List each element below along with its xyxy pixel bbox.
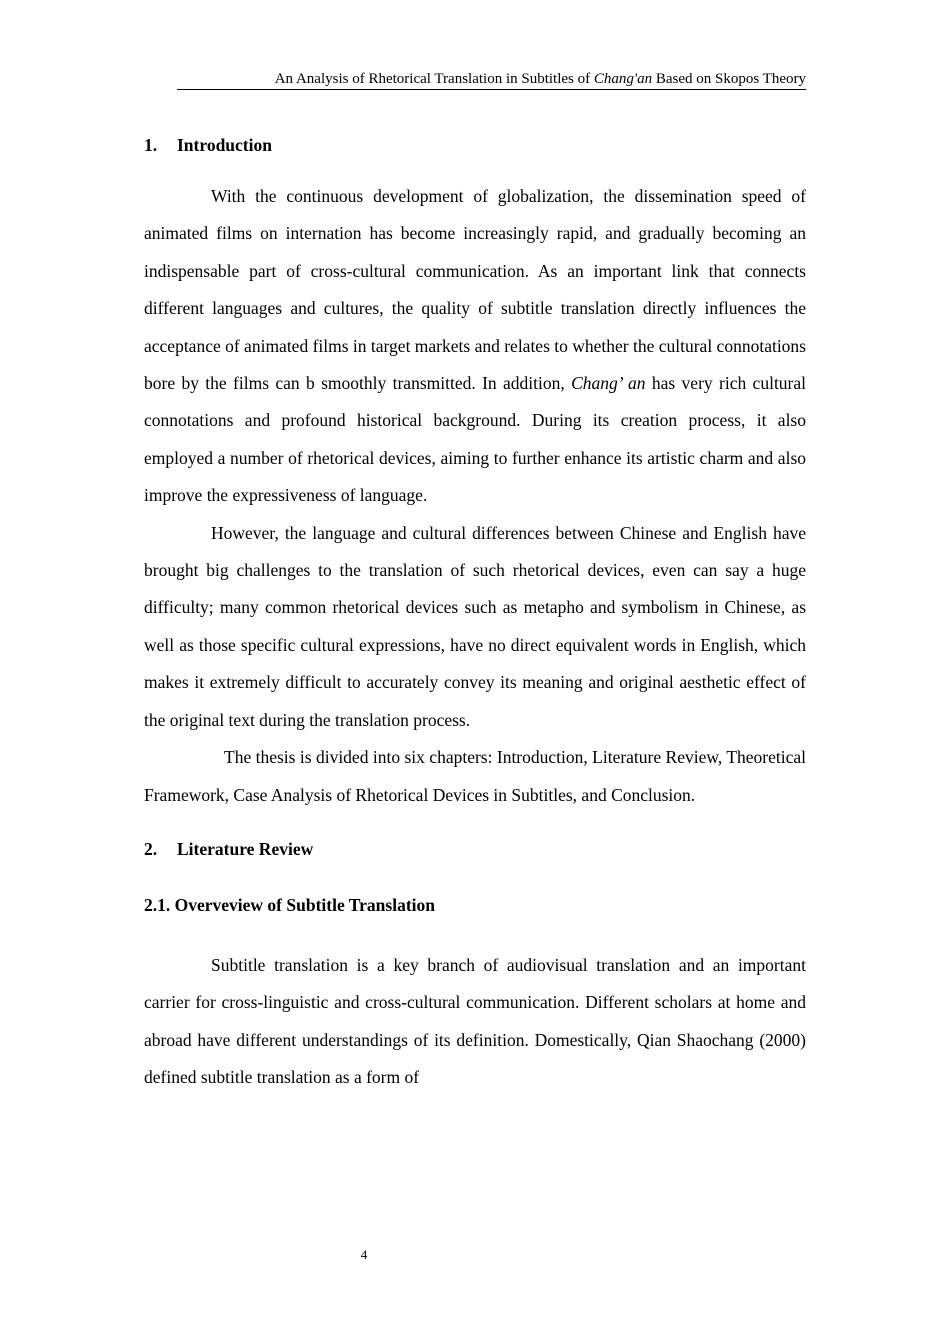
section-heading-introduction bbox=[144, 130, 806, 160]
section-number: 1. bbox=[144, 135, 158, 155]
section-title: Introduction bbox=[177, 135, 272, 155]
section-title: Literature Review bbox=[177, 838, 314, 859]
section-heading-literature-review bbox=[144, 834, 806, 864]
paragraph-text: With the continuous development of globalization, the dissemination speed of animated films on internation has become increasingly rapid, and gradually becoming an indispensable part of cross-cultural communication. As an important link that connects different languages and cultures, the quality of subtitle translation directly influences the acceptance of animated films in target markets and relates to whether the cultural connotations bore by the films can b smoothly transmitted. In addition, bbox=[144, 186, 806, 394]
intro-paragraph-2: However, the language and cultural differences between Chinese and English have brought big challenges to the translation of such rhetorical devices, even can say a huge difficulty; many common rhetorical devices such as metapho and symbolism in Chinese, as well as those specific cultural expressions, have no direct equivalent words in English, which makes it extremely difficult to accurately convey its meaning and original aesthetic effect of the original text during the translation process. bbox=[144, 522, 806, 730]
running-header bbox=[177, 69, 806, 90]
body-content bbox=[144, 130, 806, 1097]
intro-paragraph-1 bbox=[144, 178, 806, 515]
overview-paragraph-1: Subtitle translation is a key branch of audiovisual translation and an important carrier for cross-linguistic and cross-cultural communication. Different scholars at home and abroad have different understandings of its definition. Domestically, Qian Shaochang (2000) defined subtitle translation as a form of bbox=[144, 954, 806, 1088]
page-number: 4 bbox=[360, 1247, 368, 1262]
subsection-heading-overview: 2.1. Overveview of Subtitle Translation bbox=[144, 894, 436, 915]
header-title-prefix: An Analysis of Rhetorical Translation in Subtitles of bbox=[274, 71, 594, 87]
intro-paragraph-3: The thesis is divided into six chapters: Introduction, Literature Review, Theoretical Framework, Case Analysis of Rhetorical Devices in Subtitles, and Conclusion. bbox=[144, 747, 806, 805]
header-film-title: Chang'an bbox=[593, 71, 653, 87]
film-title-italic: Chang’ an bbox=[571, 373, 646, 394]
section-number: 2. bbox=[144, 838, 158, 859]
paragraph-text: has very rich cultural connotations and profound historical background. During its creation process, it also employed a number of rhetorical devices, aiming to further enhance its artistic charm and also improve the expressiveness of language. bbox=[144, 373, 807, 506]
header-title-suffix: Based on Skopos Theory bbox=[652, 71, 806, 87]
